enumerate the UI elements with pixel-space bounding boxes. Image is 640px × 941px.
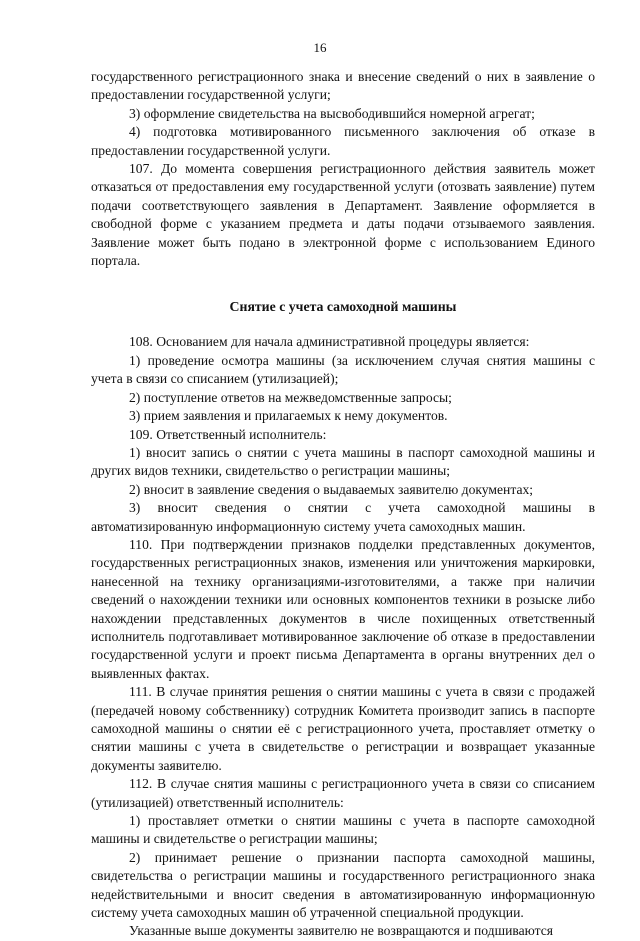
paragraph: 3) вносит сведения о снятии с учета самоходной машины в автоматизированную информационную систему учета самоходных машин. [91, 500, 595, 534]
paragraph: 1) проставляет отметки о снятии машины с учета в паспорте самоходной машины и свидетельстве о регистрации машины; [91, 813, 595, 847]
paragraph: 1) проведение осмотра машины (за исключением случая снятия машины с учета в связи со списанием (утилизацией); [91, 352, 595, 387]
paragraph: 2) принимает решение о признании паспорта самоходной машины, свидетельства о регистрации машины и государственного регистрационного знака недействительными и вносит сведения в автоматизированную информационную систему учета самоходных машин об утраченной специальной продукции. [91, 849, 595, 921]
page-number: 16 [313, 40, 327, 55]
spacer [91, 270, 595, 284]
paragraph: 109. Ответственный исполнитель: [129, 426, 327, 442]
paragraph: 107. До момента совершения регистрационного действия заявитель может отказаться от предоставления ему государственной услуги (отозвать заявление) путем подачи соответствующего заявления в Департамент. Заявление оформляется в свободной форме с указанием предмета и даты подачи отзываемого заявления. Заявление может быть подано в электронной форме с использованием Единого портала. [91, 161, 595, 269]
section-heading: Снятие с учета самоходной машины [229, 299, 457, 315]
paragraph: Указанные выше документы заявителю не возвращаются и подшиваются [129, 923, 553, 939]
paragraph: 2) поступление ответов на межведомственные запросы; [129, 389, 452, 405]
paragraph: 2) вносит в заявление сведения о выдаваемых заявителю документах; [129, 481, 534, 497]
document-body [91, 68, 595, 941]
paragraph: 110. При подтверждении признаков подделки представленных документов, государственных регистрационных знаков, изменения или уничтожения маркировки, нанесенной на технику организациями-изготовителями, а также при наличии сведений о нахождении техники или основных компонентов техники в розыске либо нахождении представленных документов в числе похищенных ответственный исполнитель подготавливает мотивированное заключение об отказе в предоставлении государственной услуги и проект письма Департамента в органы внутренних дел о выявленных фактах. [91, 536, 595, 681]
paragraph: 1) вносит запись о снятии с учета машины в паспорт самоходной машины и других видов техники, свидетельство о регистрации машины; [91, 444, 595, 479]
paragraph: 112. В случае снятия машины с регистрационного учета в связи со списанием (утилизацией) ответственный исполнитель: [91, 776, 595, 810]
paragraph: 3) прием заявления и прилагаемых к нему документов. [129, 408, 448, 424]
paragraph: 4) подготовка мотивированного письменного заключения об отказе в предоставлении государственной услуги. [91, 124, 595, 158]
paragraph: 111. В случае принятия решения о снятии машины с учета в связи с продажей (передачей новому собственнику) сотрудник Комитета производит запись в паспорте самоходной машины о снятии её с регистрационного учета, проставляет отметку о снятии машины с учета в свидетельстве о регистрации и возвращает указанные документы заявителю. [91, 684, 595, 773]
paragraph: 3) оформление свидетельства на высвободившийся номерной агрегат; [129, 105, 535, 121]
paragraph: государственного регистрационного знака и внесение сведений о них в заявление о предоставлении государственной услуги; [91, 69, 595, 103]
paragraph: 108. Основанием для начала административной процедуры является: [129, 334, 530, 350]
